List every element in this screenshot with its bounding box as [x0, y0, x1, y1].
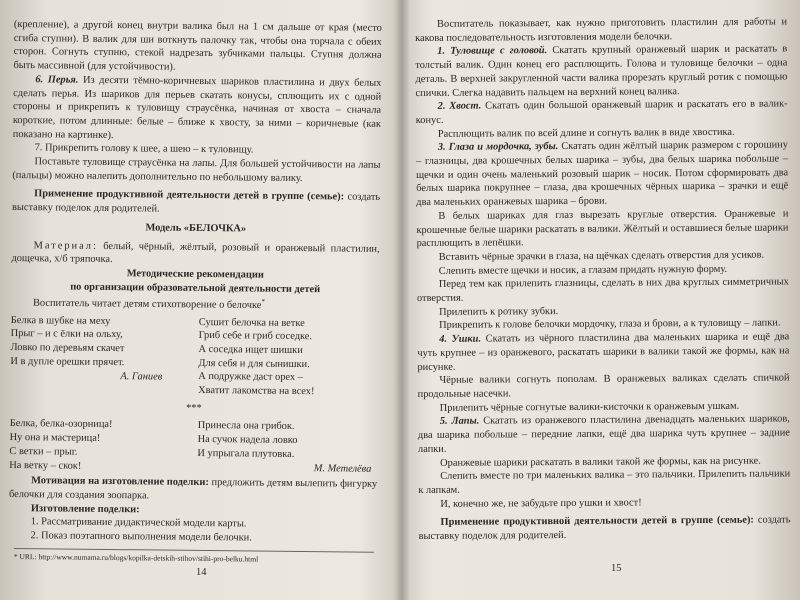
step-text: Скатать крупный оранжевый шарик и раскатать в толстый валик. Один конец его расплющить. Голова и туловище белочки – одна деталь. В верхней закругленной части валика прорезать круглый ротик с помощью спички. Слегка надавить пальцем на верхний конец валика. — [415, 43, 788, 99]
poem-line: Ну она и мастерица! — [9, 432, 101, 445]
model-title: Модель «БЕЛОЧКА» — [145, 222, 247, 235]
application-text: создать выставку поделок для родителей. — [418, 514, 791, 543]
step-text: Скатать один большой оранжевый шарик и раскатать его в валик-конус. — [415, 98, 788, 126]
motivation-text: предложить детям вылепить фигурку белочки для создания зоопарка. — [8, 477, 378, 502]
paragraph: Чёрные валики согнуть пополам. В оранжевых валиках сделать спичкой продольные насечки. — [417, 372, 790, 400]
paragraph: Слепить вместе щечки и носик, а глазам придать нужную форму. — [438, 263, 728, 277]
paragraph: Перед тем как прилепить глазницы, сделать в них два круглых симметричных отверстия. — [416, 276, 789, 305]
paragraph: Прикрепить к голове белочки мордочку, глаза и брови, а к туловищу – лапки. — [439, 317, 781, 332]
step-ears — [417, 331, 789, 375]
poem-line: И упрыгала плутовка. — [197, 447, 295, 460]
step-face — [416, 139, 788, 210]
application-text: создать выставку поделок для родителей. — [11, 191, 381, 215]
poem-author: А. Ганиев — [120, 371, 163, 383]
list-item: 1. Рассматривание дидактической модели карты. — [30, 516, 247, 530]
poem-line: Белка, белка-озорница! — [9, 418, 113, 431]
page-number-left: 14 — [196, 567, 207, 578]
poem-line: И в дупле орешки прячет. — [10, 355, 125, 368]
paragraph: (крепление), а другой конец внутри валика был на 1 см дальше от края (место сгиба ступни). В валик для ши воткнуть палочку так, чтобы она торчала с обеих сторон. Согнуть ступню, стекой надрезать зубчиками пальцы. Ступня должна быть массивной (для устойчивости). — [13, 18, 382, 73]
making-title: Изготовление поделки: — [30, 502, 140, 516]
poem-line: Гриб себе и гриб соседке. — [198, 330, 313, 343]
paragraph: Прилепить чёрные согнутые валики-кисточки к оранжевым ушкам. — [439, 400, 740, 414]
step-label: 6. Перья. — [35, 74, 79, 86]
poem-line: Сушит белочка на ветке — [198, 316, 305, 329]
list-item: 2. Показ поэтапного выполнения модели белочки. — [30, 530, 252, 544]
poem-line: Белка в шубке на меху — [10, 314, 111, 327]
step-feathers — [13, 73, 382, 145]
step-label: 2. Хвост. — [437, 100, 482, 113]
left-page — [9, 18, 382, 547]
step-label: 1. Туловище с головой. — [437, 45, 548, 58]
step-label: 3. Глаза и мордочка, зубы. — [437, 141, 559, 154]
book-gutter — [394, 0, 410, 600]
poem-line: Ловко по деревьям скачет — [10, 341, 125, 355]
paragraph: Воспитатель показывает, как нужно приготовить пластилин для работы и какова последовательность изготовления модели белочки. — [415, 16, 788, 44]
poem-line: На ветку – скок! — [9, 459, 82, 472]
right-page — [415, 15, 791, 543]
material-label: Материал: — [33, 239, 98, 252]
poem-line: С ветки – прыг. — [9, 445, 78, 458]
poem-line: На сучок надела ловко — [197, 434, 298, 447]
paragraph: Слепить вместе по три маленьких валика – это пальчики. Прилепить пальчики к лапкам. — [418, 468, 791, 496]
material-text: белый, чёрный, жёлтый, розовый и оранжевый пластилин, дощечка, х/б тряпочка. — [11, 240, 380, 266]
poem-column-left — [10, 314, 191, 398]
poem-column-right — [190, 315, 379, 399]
paragraph: И, конечно же, не забудьте про ушки и хвост! — [440, 497, 642, 510]
poem-line: Прыг – и с ёлки на ольху, — [10, 328, 123, 341]
step-tail — [416, 98, 788, 128]
motivation-label: Мотивация на изготовление поделки: — [31, 475, 209, 489]
step-text: Скатать из чёрного пластилина два маленьких шарика и ещё два чуть крупнее – из оранжевого, раскатать шарики в валики такой же формы, как на рисунке. — [417, 331, 790, 373]
paragraph: В белых шариках для глаз вырезать круглые отверстия. Оранжевые и крошечные белые шарики раскатать в валики. Жёлтый и оставшиеся белые шарики расплющить в лепёшки. — [416, 208, 789, 250]
application-label: Применение продуктивной деятельности детей в группе (семье): — [34, 188, 345, 203]
paragraph: 7. Прикрепить голову к шее, а шею – к туловищу. — [34, 142, 254, 156]
paragraph: Поставьте туловище страусёнка на лапы. Для большей устойчивости на лапы (пальцы) можно налепить дополнительно по небольшому валику. — [12, 156, 381, 184]
step-label: 4. Ушки. — [439, 333, 482, 346]
step-text: Скатать один жёлтый шарик размером с горошину – глазницы, два крошечных белых шарика – зубы, два белых шарика побольше – щечки и один очень маленький розовый шарик – носик. Потом сформировать два белых шарика покрупнее – глаза, два крошечных чёрных шарика – зрачки и ещё два маленьких оранжевых шарика – брови. — [415, 139, 789, 209]
paragraph: Прилепить к ротику зубки. — [439, 305, 559, 318]
step-paws — [418, 413, 790, 457]
footnote: * URL: http://www.numama.ru/blogs/kopilka-detskih-stihov/stihi-pro-belku.html — [14, 548, 374, 565]
application-label: Применение продуктивной деятельности детей в группе (семье): — [440, 514, 754, 529]
intro-paragraph — [11, 293, 379, 314]
page-number-right: 15 — [611, 563, 622, 574]
poem-line: Для себя и для сынишки. — [198, 357, 310, 370]
method-subtitle: по организации образовательной деятельности детей — [70, 281, 321, 295]
intro-text: Воспитатель читает детям стихотворение о белочке — [32, 298, 262, 312]
step-body — [415, 43, 787, 100]
material-paragraph — [11, 239, 379, 270]
paragraph: Расплющить валик по всей длине и согнуть валик в виде хвостика. — [437, 126, 735, 140]
paragraph: Оранжевые шарики раскатать в валики такой же формы, как на рисунке. — [440, 455, 761, 469]
footnote-mark: * — [261, 297, 266, 307]
poem-column-left — [9, 417, 190, 474]
poem-separator: *** — [186, 402, 202, 414]
poem-line: Принесла она грибок. — [197, 420, 295, 433]
poem-line: А подружке даст орех – — [198, 371, 303, 384]
paragraph: Вставить чёрные зрачки в глаза, на щёчках сделать отверстия для усиков. — [438, 249, 765, 263]
method-title: Методические рекомендации — [126, 268, 264, 281]
poem-meteleva — [9, 417, 378, 476]
application-paragraph — [418, 514, 790, 544]
step-text: Скатать из оранжевого пластилина двенадцать маленьких шариков, два шарика побольше – передние лапки, ещё два шарика чуть крупнее – задние лапки. — [417, 413, 790, 455]
step-text: Из десяти тёмно-коричневых шариков пластилина и двух белых сделать перья. Из шариков для перьев скатать конусы, сплющить их с одной стороны и прикрепить к туловищу страусёнка, начиная от хвоста – сначала короткие, потом длинные: белые – ближе к хвосту, за ними – коричневые (как показано на картинке). — [12, 74, 382, 141]
poem-line: А соседка ищет шишки — [198, 343, 303, 356]
step-label: 5. Лапы. — [439, 415, 480, 428]
poem-line: Хватит лакомства на всех! — [198, 384, 315, 398]
poem-column-right — [189, 419, 378, 476]
poem-author: М. Метелёва — [313, 462, 372, 475]
poem-ganiev — [10, 314, 379, 400]
motivation-paragraph — [9, 474, 377, 505]
application-paragraph — [12, 187, 380, 218]
